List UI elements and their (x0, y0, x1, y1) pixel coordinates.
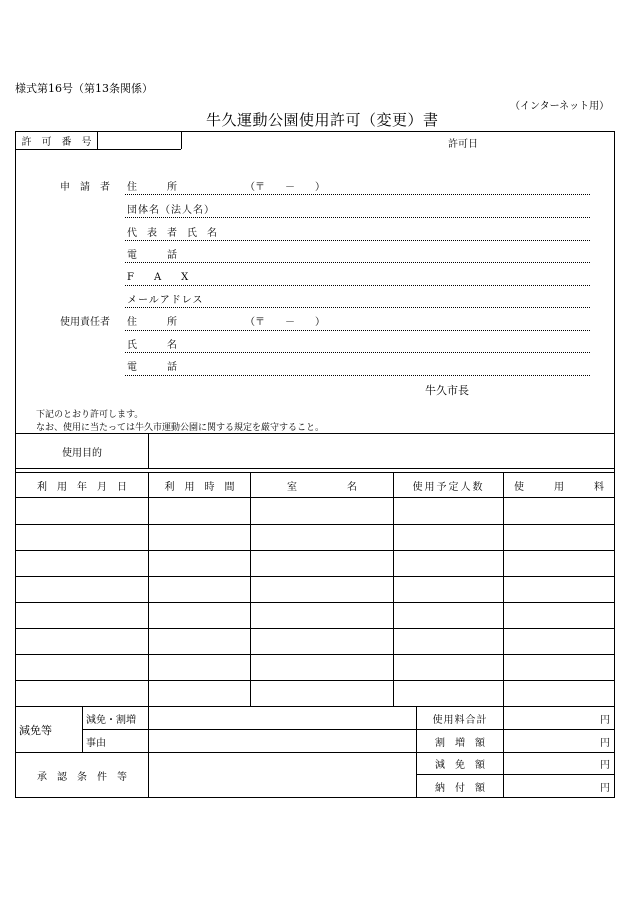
reduction-type-label: 減免・割増 (86, 714, 136, 726)
table-row[interactable] (16, 551, 614, 576)
applicant-section-label: 申 請 者 (60, 182, 110, 193)
internet-use-note: （インターネット用） (510, 101, 610, 112)
table-row[interactable] (16, 577, 614, 602)
exemption-field[interactable] (504, 753, 610, 774)
yen-unit: 円 (600, 714, 610, 726)
permit-number-label: 許 可 番 号 (21, 137, 92, 148)
issuer-name: 牛久市長 (425, 384, 469, 397)
table-row[interactable] (16, 525, 614, 550)
purpose-field[interactable] (149, 434, 616, 468)
applicant-phone-label: 電 話 (127, 250, 177, 261)
table-row[interactable] (16, 629, 614, 654)
permit-date-label: 許可日 (448, 139, 478, 150)
manager-address-label: 住 所 (127, 317, 177, 328)
surcharge-field[interactable] (504, 730, 610, 752)
exemption-label: 減 免 額 (435, 760, 485, 771)
total-fee-label: 使用料合計 (432, 714, 488, 726)
org-name-label: 団体名（法人名） (127, 205, 215, 216)
yen-unit: 円 (600, 782, 610, 794)
total-fee-field[interactable] (504, 707, 610, 729)
applicant-address-label: 住 所 (127, 182, 177, 193)
notice-line-1: 下記のとおり許可します。 (36, 410, 144, 420)
notice-line-2: なお、使用に当たっては牛久市運動公園に関する規定を厳守すること。 (36, 423, 325, 433)
yen-unit: 円 (600, 760, 610, 771)
manager-section-label: 使用責任者 (60, 317, 110, 328)
header-use-date: 利 用 年 月 日 (37, 481, 127, 493)
header-usage-fee: 使 用 料 (514, 481, 604, 493)
form-number: 様式第16号（第13条関係） (15, 82, 153, 95)
approval-conditions-label: 承 認 条 件 等 (37, 771, 127, 783)
table-row[interactable] (16, 681, 614, 706)
manager-name-label: 氏 名 (127, 340, 177, 351)
applicant-postal-code[interactable]: （〒 － ） (245, 182, 325, 193)
manager-postal-code[interactable]: （〒 － ） (245, 317, 325, 328)
reduction-type-field[interactable] (149, 707, 418, 729)
payment-field[interactable] (504, 775, 610, 797)
header-room-name: 室 名 (287, 481, 357, 493)
purpose-label: 使用目的 (62, 447, 102, 459)
header-use-time: 利 用 時 間 (164, 481, 235, 493)
table-row[interactable] (16, 655, 614, 680)
approval-conditions-field[interactable] (149, 753, 418, 797)
table-row[interactable] (16, 603, 614, 628)
payment-label: 納 付 額 (435, 782, 485, 794)
applicant-email-label: メールアドレス (127, 295, 204, 306)
applicant-fax-label: F A X (127, 272, 189, 283)
representative-label: 代 表 者 氏 名 (127, 228, 217, 239)
reduction-label: 減免等 (19, 723, 52, 737)
permit-number-field[interactable] (98, 132, 181, 149)
table-row[interactable] (16, 498, 614, 524)
surcharge-label: 割 増 額 (435, 737, 485, 749)
reduction-reason-label: 事由 (86, 737, 106, 749)
header-expected-people: 使用予定人数 (412, 481, 485, 493)
page-title: 牛久運動公園使用許可（変更）書 (206, 111, 439, 129)
yen-unit: 円 (600, 737, 610, 749)
reduction-reason-field[interactable] (149, 730, 418, 752)
manager-phone-label: 電 話 (127, 362, 177, 373)
